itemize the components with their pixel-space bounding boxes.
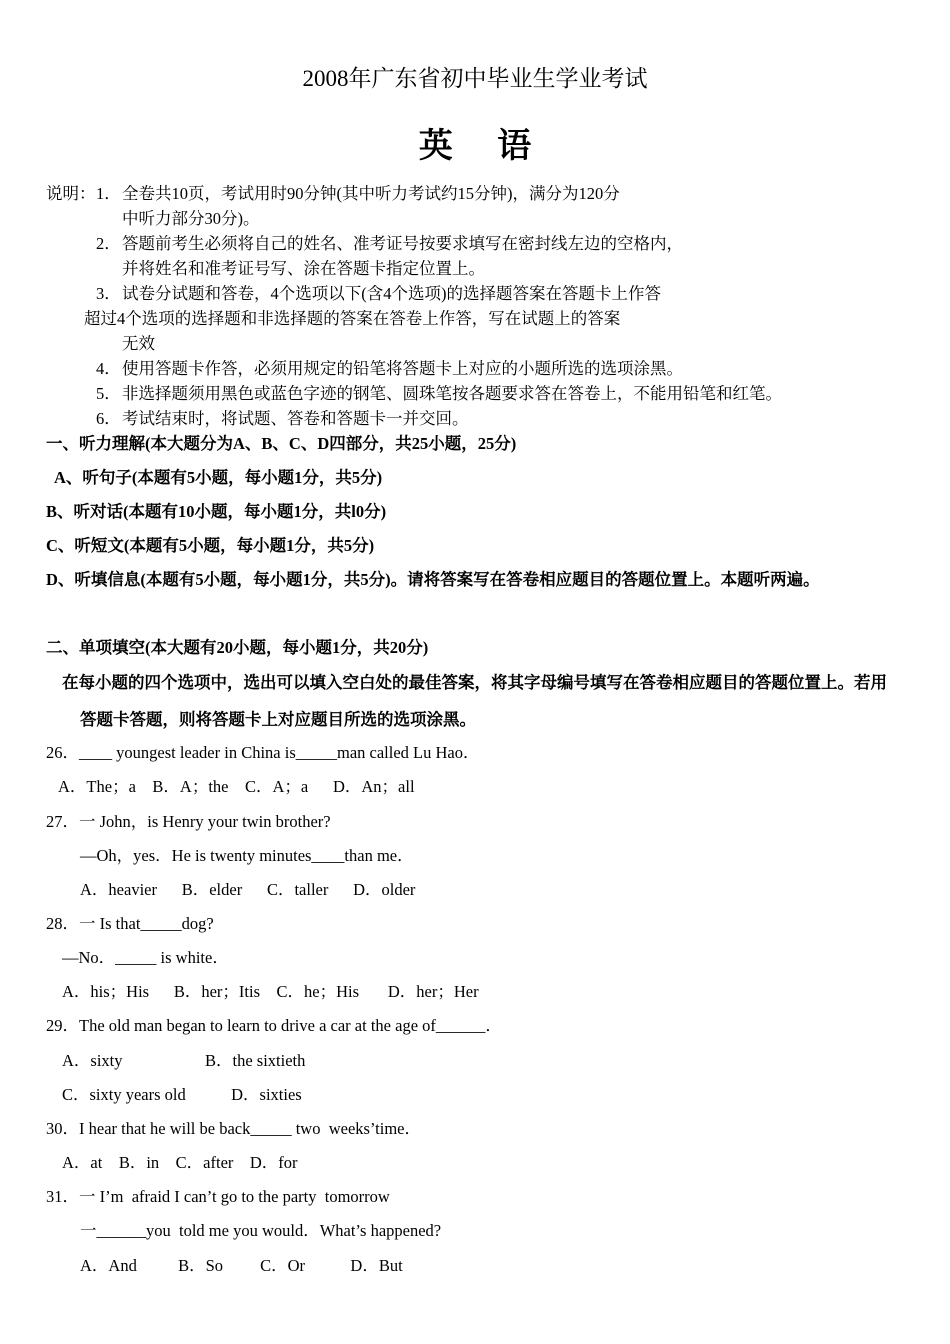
section2-title: 二、单项填空(本大题有20小题，每小题1分，共20分) xyxy=(46,638,429,657)
question-29-stem: 29．The old man began to learn to drive a car at the age of______． xyxy=(46,1016,502,1035)
instruction-text: 试卷分试题和答卷，4个选项以下(含4个选项)的选择题答案在答题卡上作答 xyxy=(122,284,661,303)
section2-instruction: 在每小题的四个选项中，选出可以填入空白处的最佳答案，将其字母编号填写在答卷相应题目的答题位置上。若用 xyxy=(62,673,887,692)
question-30-options: A．at B．in C．after D．for xyxy=(62,1153,298,1172)
question-31-reply: 一______you told me you would．What’s happened? xyxy=(80,1221,442,1240)
instruction-text: 全卷共10页，考试用时90分钟(其中听力考试约15分钟)，满分为120分 xyxy=(122,184,620,203)
question-28-options: A．his；His B．her；Itis C．he；His D．her；Her xyxy=(62,982,479,1001)
question-31-options: A．And B．So C．Or D．But xyxy=(80,1256,403,1275)
instruction-text: 非选择题须用黑色或蓝色字迹的钢笔、圆珠笔按各题要求答在答卷上，不能用铅笔和红笔。 xyxy=(122,384,782,403)
question-27-options: A．heavier B．elder C．taller D．older xyxy=(80,880,416,899)
instruction-text: 考试结束时，将试题、答卷和答题卡一并交回。 xyxy=(122,409,469,428)
instruction-text: 使用答题卡作答，必须用规定的铅笔将答题卡上对应的小题所选的选项涂黑。 xyxy=(122,359,683,378)
instruction-number: 4． xyxy=(96,359,121,378)
question-28-reply: —No．_____ is white． xyxy=(62,948,229,967)
question-26-options: A．The；a B．A；the C．A；a D．An；all xyxy=(58,777,415,796)
section1-part-b: B、听对话(本题有10小题，每小题1分，共l0分) xyxy=(46,502,387,521)
instruction-text: 中听力部分30分)。 xyxy=(122,209,260,228)
instruction-number: 2． xyxy=(96,234,121,253)
section2-instruction: 答题卡答题，则将答题卡上对应题目所选的选项涂黑。 xyxy=(80,710,476,729)
question-28-stem: 28．一 Is that_____dog? xyxy=(46,914,214,933)
question-31-stem: 31．一 I’m afraid I can’t go to the party tomorrow xyxy=(46,1187,390,1206)
instruction-number: 1． xyxy=(96,184,121,203)
instruction-text: 并将姓名和准考证号写、涂在答题卡指定位置上。 xyxy=(122,259,485,278)
question-29-options: C．sixty years old D．sixties xyxy=(62,1085,302,1104)
question-26-stem: 26．____ youngest leader in China is_____man called Lu Hao． xyxy=(46,743,480,762)
section1-part-d: D、听填信息(本题有5小题，每小题1分，共5分)。请将答案写在答卷相应题目的答题位置上。本题听两遍。 xyxy=(46,570,820,589)
instruction-number: 5． xyxy=(96,384,121,403)
instructions-label: 说明： xyxy=(46,184,96,203)
subject-title: 英 语 xyxy=(418,128,550,165)
question-29-options: A．sixty B．the sixtieth xyxy=(62,1051,306,1070)
question-30-stem: 30．I hear that he will be back_____ two weeks’time． xyxy=(46,1119,421,1138)
question-27-reply: —Oh，yes．He is twenty minutes____than me． xyxy=(80,846,414,865)
instruction-text: 超过4个选项的选择题和非选择题的答案在答卷上作答，写在试题上的答案 xyxy=(84,309,621,328)
instruction-text: 答题前考生必须将自己的姓名、准考证号按要求填写在密封线左边的空格内， xyxy=(122,234,683,253)
question-27-stem: 27．一 John，is Henry your twin brother? xyxy=(46,812,331,831)
instruction-number: 3． xyxy=(96,284,121,303)
section1-title: 一、听力理解(本大题分为A、B、C、D四部分，共25小题，25分) xyxy=(46,434,517,453)
instruction-text: 无效 xyxy=(122,334,155,353)
section1-part-c: C、听短文(本题有5小题，每小题1分，共5分) xyxy=(46,536,375,555)
section1-part-a: A、听句子(本题有5小题，每小题1分，共5分) xyxy=(54,468,383,487)
exam-title: 2008年广东省初中毕业生学业考试 xyxy=(302,66,648,91)
instruction-number: 6． xyxy=(96,409,121,428)
